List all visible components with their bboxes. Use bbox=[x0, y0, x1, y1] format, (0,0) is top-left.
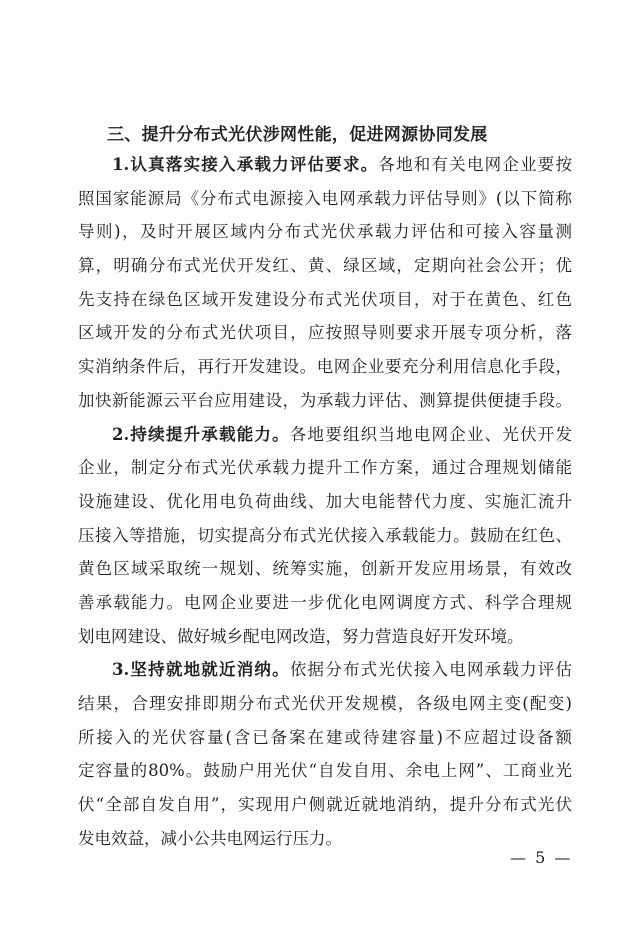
paragraph-line: 企业，制定分布式光伏承载力提升工作方案，通过合理规划储能 bbox=[78, 458, 572, 478]
paragraph-line: 区域开发的分布式光伏项目，应按照导则要求开展专项分析，落 bbox=[78, 323, 572, 343]
page-number: — 5 — bbox=[510, 848, 573, 867]
paragraph-text: 各地和有关电网企业要按 bbox=[378, 155, 572, 174]
paragraph-line: 结果，合理安排即期分布式光伏开发规模，各级电网主变(配变) bbox=[78, 694, 572, 713]
paragraph-2-title: 2.持续提升承载能力。 bbox=[112, 424, 290, 444]
paragraph-3-title: 3.坚持就地就近消纳。 bbox=[112, 660, 290, 680]
paragraph-line: 算，明确分布式光伏开发红、黄、绿区域，定期向社会公开；优 bbox=[78, 256, 572, 276]
paragraph-line: 定容量的80%。鼓励户用光伏“自发自用、余电上网”、工商业光 bbox=[78, 761, 572, 781]
paragraph-line: 划电网建设、做好城乡配电网改造，努力营造良好开发环境。 bbox=[78, 626, 524, 646]
paragraph-text: 依据分布式光伏接入电网承载力评估 bbox=[289, 660, 573, 680]
paragraph-line: 先支持在绿色区域开发建设分布式光伏项目，对于在黄色、红色 bbox=[78, 289, 572, 309]
document-body bbox=[78, 148, 572, 855]
paragraph-line: 善承载能力。电网企业要进一步优化电网调度方式、科学合理规 bbox=[78, 592, 572, 612]
paragraph-text: 各地要组织当地电网企业、光伏开发 bbox=[289, 424, 573, 444]
paragraph-3-first-line bbox=[78, 653, 572, 687]
paragraph-line: 压接入等措施，切实提高分布式光伏接入承载能力。鼓励在红色、 bbox=[78, 525, 572, 545]
paragraph-1-first-line bbox=[78, 148, 572, 182]
paragraph-1-title: 1.认真落实接入承载力评估要求。 bbox=[112, 155, 379, 174]
paragraph-line: 伏“全部自发自用”，实现用户侧就近就地消纳，提升分布式光伏 bbox=[78, 795, 572, 815]
section-heading: 三、提升分布式光伏涉网性能，促进网源协同发展 bbox=[107, 125, 488, 145]
paragraph-line: 实消纳条件后，再行开发建设。电网企业要充分利用信息化手段， bbox=[78, 357, 572, 377]
paragraph-line: 黄色区域采取统一规划、统筹实施，创新开发应用场景，有效改 bbox=[78, 559, 572, 579]
paragraph-line: 发电效益，减小公共电网运行压力。 bbox=[78, 828, 342, 848]
paragraph-line: 照国家能源局《分布式电源接入电网承载力评估导则》(以下简称 bbox=[78, 188, 572, 208]
paragraph-line: 所接入的光伏容量(含已备案在建或待建容量)不应超过设备额 bbox=[78, 727, 572, 747]
paragraph-line: 导则)，及时开展区域内分布式光伏承载力评估和可接入容量测 bbox=[78, 222, 572, 242]
paragraph-line: 设施建设、优化用电负荷曲线、加大电能替代力度、实施汇流升 bbox=[78, 491, 572, 511]
paragraph-line: 加快新能源云平台应用建设，为承载力评估、测算提供便捷手段。 bbox=[78, 390, 572, 410]
paragraph-2-first-line bbox=[78, 418, 572, 452]
